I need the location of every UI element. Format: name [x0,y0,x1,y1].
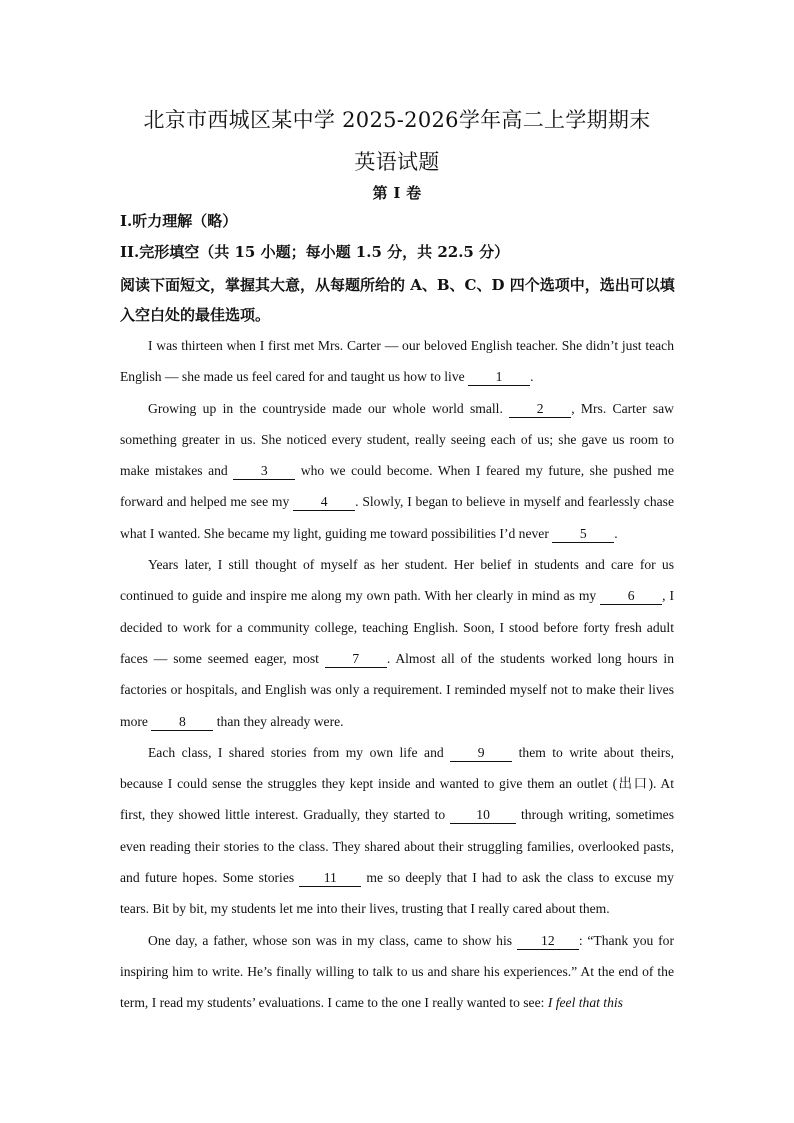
paragraph-4: Each class, I shared stories from my own life and 9 them to write about theirs, because I could sense the struggles they kept inside and wanted to give them an outlet (出口). At first, they showed little interest. Gradually, they started to 10 through writing, sometimes even reading their stories to the class. They shared about their struggling families, overlooked pasts, and future hopes. Some stories 11 me so deeply that I had to ask the class to excuse my tears. Bit by bit, my students let me into their lives, trusting that I really cared about them. [120,744,675,917]
section-listening: I.听力理解（略） [120,212,238,230]
blank-3: 3 [233,463,295,480]
blank-6: 6 [600,588,662,605]
paragraph-5: One day, a father, whose son was in my class, came to show his 12 : “Thank you for inspiring him to write. He’s finally willing to talk to us and share his experiences.” At the end of the term, I read my students’ evaluations. I came to the one I really wanted to see: I feel that this [120,932,674,1011]
paragraph-3: Years later, I still thought of myself as her student. Her belief in students and care for us continued to guide and inspire me along my own path. With her clearly in mind as my 6 , I decided to work for a community college, teaching English. Soon, I stood before forty fresh adult faces — some seemed eager, most 7 . Almost all of the students worked long hours in factories or hospitals, and English was only a requirement. I reminded myself not to make their lives more 8 than they already were. [120,557,675,729]
exam-subject: 英语试题 [354,150,440,174]
blank-2: 2 [509,401,571,418]
blank-10: 10 [450,807,516,824]
blank-12: 12 [517,933,579,950]
volume-label: 第 I 卷 [372,184,422,202]
blank-8: 8 [151,714,213,731]
evaluation-quote: I feel that this [547,995,623,1011]
blank-4: 4 [293,494,355,511]
paragraph-1: I was thirteen when I first met Mrs. Carter — our beloved English teacher. She didn’t just teach English — she made us feel cared for and taught us how to live 1 . [120,338,674,385]
exam-title: 北京市西城区某中学 2025-2026学年高二上学期期末 [143,108,651,132]
blank-9: 9 [450,745,512,762]
section-cloze: II.完形填空（共 15 小题；每小题 1.5 分，共 22.5 分） [120,243,510,261]
paragraph-2: Growing up in the countryside made our whole world small. 2 , Mrs. Carter saw something greater in us. She noticed every student, really seeing each of us; she gave us room to make mistakes and 3 who we could become. When I feared my future, she pushed me forward and helped me see my 4 . Slowly, I began to believe in myself and fearlessly chase what I wanted. She became my light, guiding me toward possibilities I’d never 5 . [120,400,674,541]
cloze-passage [120,330,674,1019]
blank-11: 11 [299,870,361,887]
blank-5: 5 [552,526,614,543]
blank-1: 1 [468,369,530,386]
cloze-instruction: 阅读下面短文，掌握其大意，从每题所给的 A、B、C、D 四个选项中，选出可以填入空白处的最佳选项。 [120,276,675,324]
blank-7: 7 [325,651,387,668]
